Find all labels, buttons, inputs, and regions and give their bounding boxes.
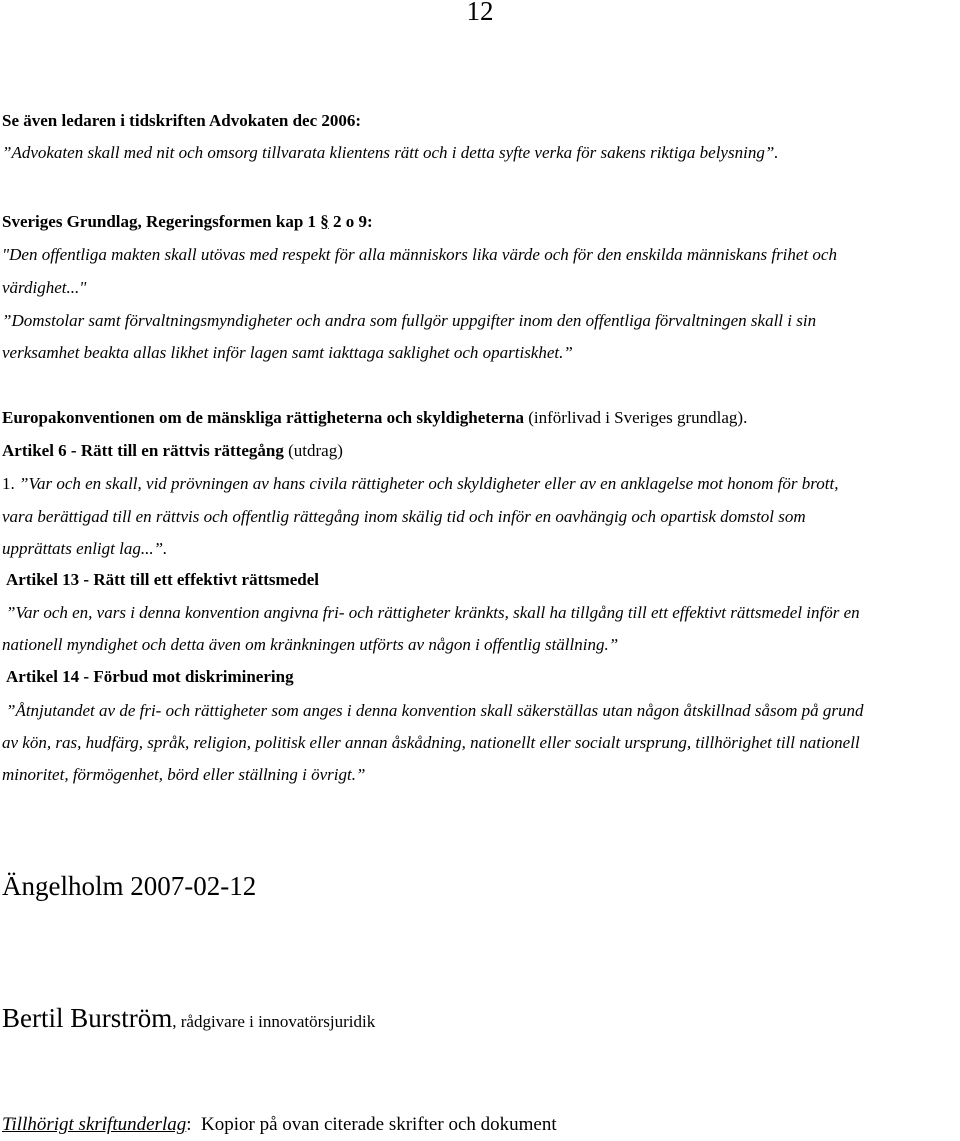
art6-heading-extra: (utdrag) — [283, 441, 343, 460]
place-date: Ängelholm 2007-02-12 — [2, 871, 257, 901]
advokaten-heading: Se även ledaren i tidskriften Advokaten dec 2006: — [2, 111, 362, 130]
grundlag-quote2-line1: ”Domstolar samt förvaltningsmyndigheter och andra som fullgör uppgifter inom den offentliga förvaltningen skall i sin — [2, 311, 817, 330]
art6-heading-bold: Artikel 6 - Rätt till en rättvis rättegång — [2, 441, 284, 460]
art13-line2: nationell myndighet och detta även om kränkningen utförts av någon i offentlig ställning.” — [2, 635, 619, 654]
grundlag-quote1-line2: värdighet..." — [2, 278, 87, 297]
art6-line1-text: ”Var och en skall, vid prövningen av hans civila rättigheter och skyldigheter eller av en anklagelse mot honom för brott, — [19, 474, 839, 493]
europa-heading — [2, 408, 747, 428]
attachment-label: Tillhörigt skriftunderlag — [2, 1114, 187, 1135]
section-sign: § — [320, 212, 329, 231]
art13-heading: Artikel 13 - Rätt till ett effektivt rättsmedel — [6, 570, 319, 589]
art13-line1: ”Var och en, vars i denna konvention angivna fri- och rättigheter kränkts, skall ha tillgång till ett effektivt rättsmedel inför en — [6, 603, 860, 622]
art6-line2: vara berättigad till en rättvis och offentlig rättegång inom skälig tid och inför en oavhängig och opartisk domstol som — [2, 507, 806, 526]
grundlag-heading — [2, 212, 373, 232]
grundlag-quote2-line2: verksamhet beakta allas likhet inför lagen samt iakttaga saklighet och opartiskhet.” — [2, 343, 573, 362]
signature-name: Bertil Burström — [2, 1003, 173, 1033]
europa-heading-note: (införlivad i Sveriges grundlag). — [524, 408, 748, 427]
attachment-colon: : — [186, 1114, 192, 1135]
grundlag-quote1-line1: "Den offentliga makten skall utövas med respekt för alla människors lika värde och för den enskilda människans frihet och — [2, 245, 837, 264]
art14-line2: av kön, ras, hudfärg, språk, religion, politisk eller annan åskådning, nationellt eller socialt ursprung, tillhörighet till nationell — [2, 733, 860, 752]
attachment-note — [2, 1114, 557, 1136]
art14-heading: Artikel 14 - Förbud mot diskriminering — [6, 667, 294, 686]
page-number: 12 — [466, 0, 494, 26]
art6-heading — [2, 441, 343, 461]
attachment-text: Kopior på ovan citerade skrifter och dokument — [191, 1114, 557, 1135]
art6-number: 1. — [2, 474, 19, 493]
grundlag-heading-text: Sveriges Grundlag, Regeringsformen kap 1 — [2, 212, 321, 231]
advokaten-quote: ”Advokaten skall med nit och omsorg tillvarata klientens rätt och i detta syfte verka för sakens riktiga belysning”. — [2, 143, 779, 162]
signature-title: , rådgivare i innovatörsjuridik — [172, 1012, 376, 1031]
art14-line3: minoritet, förmögenhet, börd eller ställning i övrigt.” — [2, 765, 366, 784]
europa-heading-bold: Europakonventionen om de mänskliga rättigheterna och skyldigheterna — [2, 408, 525, 427]
art14-line1: ”Åtnjutandet av de fri- och rättigheter som anges i denna konvention skall säkerställas utan någon åtskillnad såsom på grund — [6, 701, 864, 720]
art6-line1 — [2, 474, 838, 494]
art6-line3: upprättats enligt lag...”. — [2, 539, 168, 558]
grundlag-heading-suffix: 2 o 9: — [328, 212, 373, 231]
signature — [2, 1003, 375, 1034]
